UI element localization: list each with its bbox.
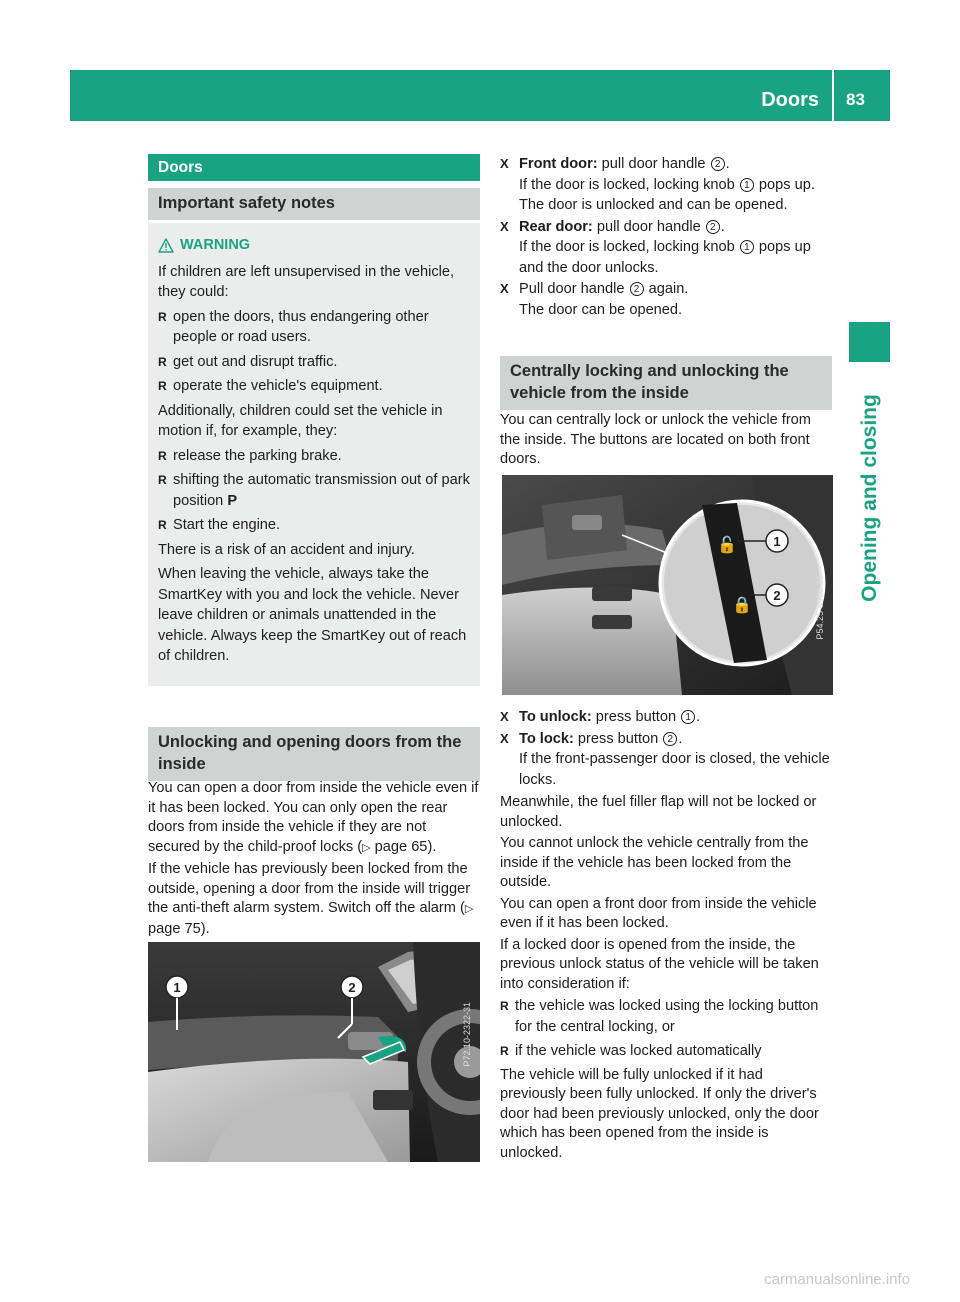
- warning-intro: If children are left unsupervised in the vehicle, they could:: [158, 263, 455, 300]
- svg-text:🔓: 🔓: [717, 535, 737, 554]
- central-intro: You can centrally lock or unlock the vehicle from the inside. The buttons are located on both front doors.: [500, 412, 811, 467]
- svg-text:🔒: 🔒: [732, 595, 752, 614]
- list-item: R Start the engine.: [158, 515, 470, 536]
- list-item: R open the doors, thus endangering other people or road users.: [158, 307, 470, 348]
- header-divider: [832, 70, 834, 121]
- svg-text:2: 2: [348, 980, 356, 995]
- central-locking-buttons-photo: [502, 475, 833, 695]
- chapter-label: Opening and closing: [857, 393, 881, 602]
- svg-text:1: 1: [773, 534, 781, 549]
- warning-risk: There is a risk of an accident and injury.: [158, 541, 415, 558]
- page-section-title: Doors: [761, 89, 819, 111]
- section-heading-doors: Doors: [148, 154, 480, 181]
- image-code: P72.10-2322-31: [461, 1002, 472, 1067]
- paragraph: The vehicle will be fully unlocked if it had previously been fully unlocked. If only the driver's door had been previously unlocked, only the door which has been opened from the inside is unlocked.: [500, 1066, 819, 1161]
- paragraph: If a locked door is opened from the inside, the previous unlock status of the vehicle will be taken into consideration if:: [500, 936, 819, 992]
- step-pull-again: X Pull door handle 2 again. The door can be opened.: [500, 281, 689, 318]
- svg-text:1: 1: [173, 980, 181, 995]
- warning-closing: When leaving the vehicle, always take the SmartKey with you and lock the vehicle. Never leave children or animals unattended in the vehicle. Always keep the SmartKey out of reach of children.: [158, 566, 467, 664]
- step-rear-door: X Rear door: pull door handle 2 . If the door is locked, locking knob 1 pops up and the door unlocks.: [500, 218, 811, 276]
- list-item: R get out and disrupt traffic.: [158, 352, 470, 373]
- list-item: R the vehicle was locked using the locking button for the central locking, or: [500, 996, 832, 1037]
- door-interior-photo: [148, 942, 480, 1162]
- door-open-steps: [500, 154, 832, 321]
- list-item: R operate the vehicle's equipment.: [158, 376, 470, 397]
- page-reference-link[interactable]: page 65: [374, 838, 428, 855]
- warning-middle: Additionally, children could set the vehicle in motion if, for example, they:: [158, 402, 443, 439]
- list-item: R release the parking brake.: [158, 446, 470, 467]
- warning-box: [148, 223, 480, 686]
- warning-triangle-icon: [158, 238, 174, 253]
- paragraph: You can open a door from inside the vehicle even if it has been locked. You can only open the rear doors from inside the vehicle if they are not secured by the child-proof locks (▷ page 65).: [148, 780, 479, 855]
- page-reference-link[interactable]: page 75: [148, 920, 201, 937]
- list-item: R shifting the automatic transmission out of park position P: [158, 470, 470, 511]
- paragraph: You can open a front door from inside the vehicle even if it has been locked.: [500, 895, 817, 931]
- paragraph: Meanwhile, the fuel filler flap will not be locked or unlocked.: [500, 794, 817, 830]
- list-item: R if the vehicle was locked automatically: [500, 1041, 832, 1062]
- svg-text:2: 2: [773, 588, 781, 603]
- step-front-door: X Front door: pull door handle 2 . If the door is locked, locking knob 1 pops up. The door is unlocked and can be opened.: [500, 156, 815, 213]
- unlock-text-block: [148, 779, 480, 941]
- chapter-tab: [849, 322, 890, 362]
- subsection-heading-safety: Important safety notes: [148, 188, 480, 220]
- warning-heading: WARNING: [158, 235, 470, 256]
- subsection-heading-central-locking: Centrally locking and unlocking the vehicle from the inside: [500, 356, 832, 410]
- subsection-heading-unlocking: Unlocking and opening doors from the inside: [148, 727, 480, 781]
- page-number: 83: [846, 90, 865, 109]
- paragraph: You cannot unlock the vehicle centrally from the inside if the vehicle has been locked from the outside.: [500, 835, 809, 890]
- paragraph: If the vehicle has previously been locked from the outside, opening a door from the inside will trigger the anti-theft alarm system. Switch off the alarm (▷ page 75).: [148, 861, 474, 937]
- image-code: P54.25-9906-31: [814, 575, 825, 640]
- step-unlock: X To unlock: press button 1 .: [500, 709, 701, 725]
- step-lock: X To lock: press button 2 . If the front-passenger door is closed, the vehicle locks.: [500, 730, 830, 788]
- central-locking-text: [500, 707, 832, 1165]
- watermark: carmanualsonline.info: [764, 1271, 910, 1288]
